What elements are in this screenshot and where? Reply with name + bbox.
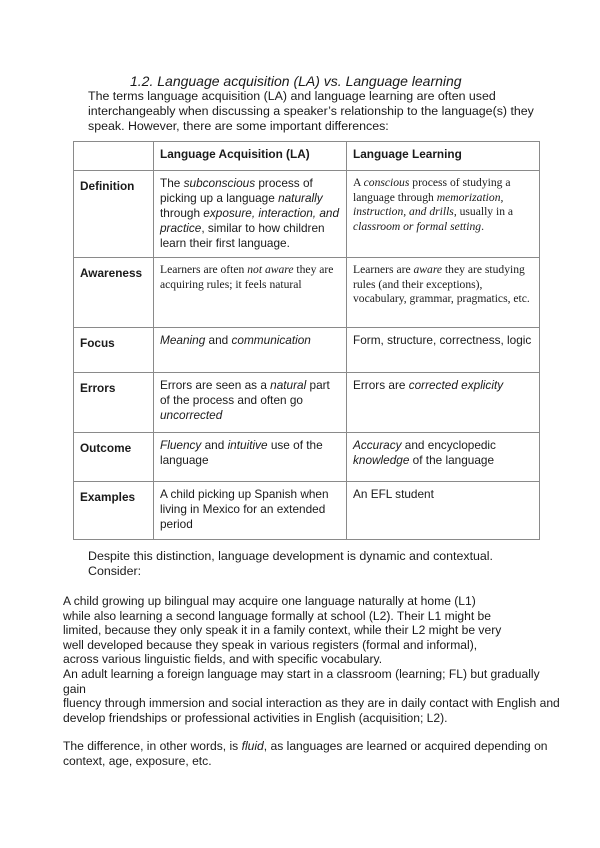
cell-ll-outcome: Accuracy and encyclopedic knowledge of the language: [347, 433, 540, 482]
paragraph-conclusion: The difference, in other words, is fluid, as languages are learned or acquired depending on context, age, exposure, etc.: [63, 739, 548, 768]
row-label: Awareness: [74, 258, 154, 328]
cell-la-awareness: Learners are often not aware they are acquiring rules; it feels natural: [154, 258, 347, 328]
comparison-table: [73, 141, 540, 540]
table-row-outcome: [74, 433, 540, 482]
after-table-paragraph: Despite this distinction, language development is dynamic and contextual. Consider:: [88, 549, 494, 578]
table-row-awareness: [74, 258, 540, 328]
row-label: Outcome: [74, 433, 154, 482]
row-label: Examples: [74, 482, 154, 540]
section-heading: 1.2. Language acquisition (LA) vs. Language learning: [130, 73, 462, 89]
row-label: Focus: [74, 328, 154, 373]
row-label: Definition: [74, 171, 154, 258]
cell-ll-definition: A conscious process of studying a language through memorization, instruction, and drills, usually in a classroom or formal setting.: [347, 171, 540, 258]
header-empty: [74, 142, 154, 171]
cell-ll-focus: Form, structure, correctness, logic: [347, 328, 540, 373]
header-language-acquisition: Language Acquisition (LA): [154, 142, 347, 171]
cell-la-focus: Meaning and communication: [154, 328, 347, 373]
table-header-row: [74, 142, 540, 171]
table-row-definition: [74, 171, 540, 258]
cell-la-errors: Errors are seen as a natural part of the process and often go uncorrected: [154, 373, 347, 433]
cell-ll-awareness: Learners are aware they are studying rules (and their exceptions), vocabulary, grammar, pragmatics, etc.: [347, 258, 540, 328]
table-row-focus: [74, 328, 540, 373]
paragraph-child-bilingual: A child growing up bilingual may acquire one language naturally at home (L1) while also learning a second language formally at school (L2). Their L1 might be limited, because they only speak it in a family context, while their L2 might be very well developed because they speak in various registers (formal and informal), across various linguistic fields, and with specific vocabulary.: [63, 594, 502, 667]
cell-ll-errors: Errors are corrected explicity: [347, 373, 540, 433]
header-language-learning: Language Learning: [347, 142, 540, 171]
row-label: Errors: [74, 373, 154, 433]
table-row-errors: [74, 373, 540, 433]
paragraph-adult-learner: An adult learning a foreign language may start in a classroom (learning; FL) but gradually gain fluency through immersion and social interaction as they are in daily contact with English and develop friendships or professional activities in English (acquisition; L2).: [63, 666, 560, 725]
cell-la-definition: The subconscious process of picking up a language naturally through exposure, interaction, and practice, similar to how children learn their first language.: [154, 171, 347, 258]
intro-paragraph: The terms language acquisition (LA) and language learning are often used interchangeably when discussing a speaker’s relationship to the language(s) they speak. However, there are some important differences:: [88, 89, 534, 133]
table-row-examples: [74, 482, 540, 540]
cell-la-outcome: Fluency and intuitive use of the language: [154, 433, 347, 482]
body-text: [63, 594, 563, 769]
cell-la-examples: A child picking up Spanish when living in Mexico for an extended period: [154, 482, 347, 540]
cell-ll-examples: An EFL student: [347, 482, 540, 540]
